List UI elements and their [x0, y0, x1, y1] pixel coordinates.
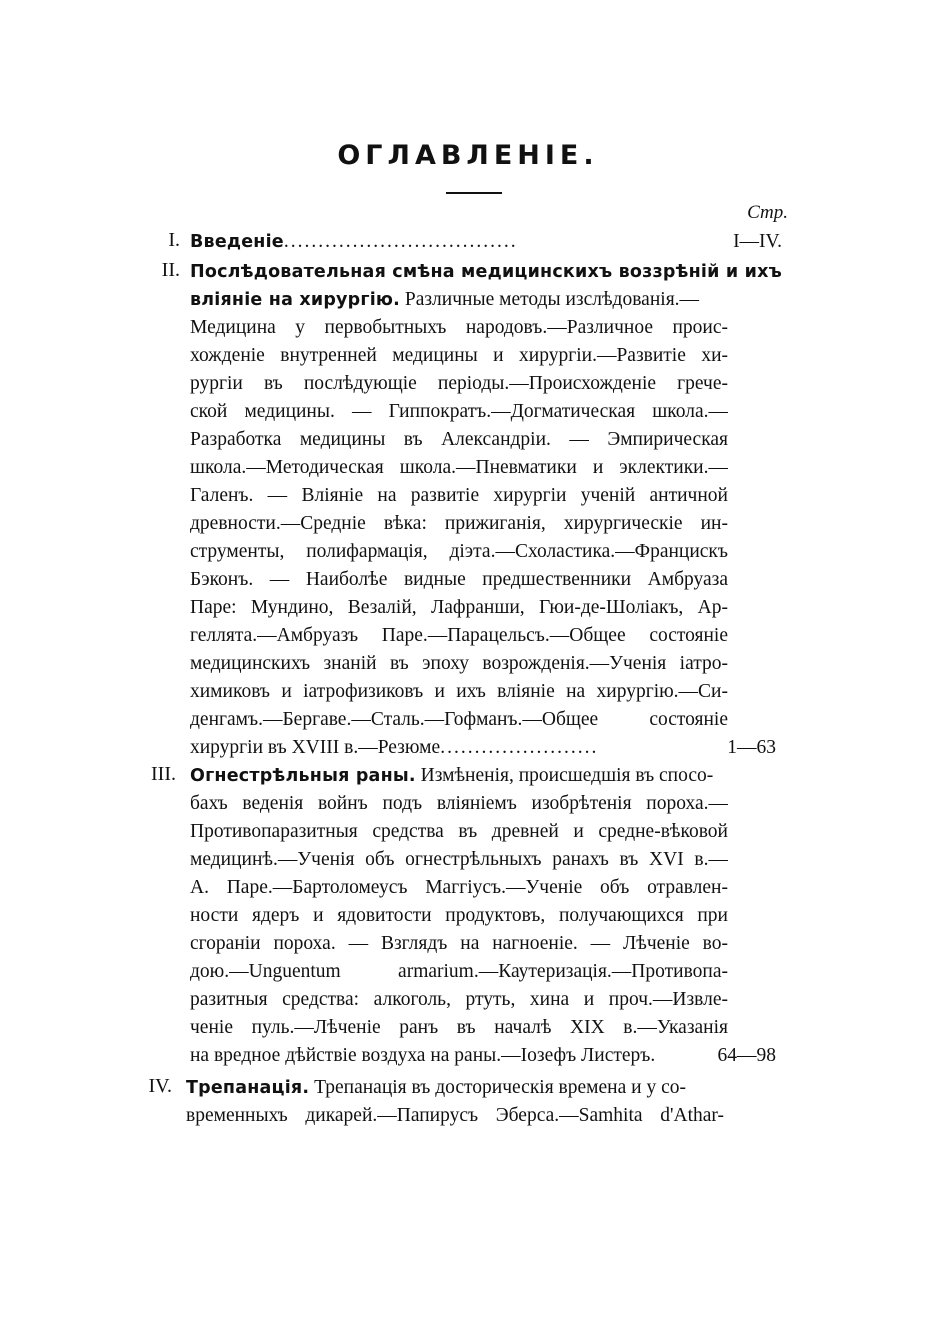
entry-text: Измѣненія, происшедшія въ спосо- [415, 765, 714, 786]
title-rule [446, 192, 502, 194]
entry-line: медицинскихъ знаній въ эпоху возрожденія.—Ученія іатро- [190, 653, 728, 674]
entry-line [190, 228, 790, 255]
entry-line: ности ядеръ и ядовитости продуктовъ, получающихся при [190, 905, 728, 926]
entry-line: хожденіе внутренней медицины и хирургіи.—Развитіе хи- [190, 345, 728, 366]
entry-line: ской медицины. — Гиппократъ.—Догматическая школа.— [190, 401, 728, 422]
entry-line: медицинѣ.—Ученія объ огнестрѣльныхъ ранахъ въ XVI в.— [190, 849, 728, 870]
page-column-label: Стр. [747, 202, 788, 223]
entry-line: струменты, полифармація, діэта.—Схоластика.—Францискъ [190, 541, 728, 562]
entry-numeral: II. [161, 259, 180, 281]
entry-heading: Трепанація. [186, 1078, 310, 1098]
entry-line: Галенъ. — Вліяніе на развитіе хирургіи ученій античной [190, 485, 728, 506]
entry-line [186, 1074, 786, 1101]
entry-line: денгамъ.—Бергаве.—Сталь.—Гофманъ.—Общее состояніе [190, 709, 728, 730]
entry-line: Разработка медицины въ Александріи. — Эмпирическая [190, 429, 728, 450]
entry-line [190, 762, 790, 789]
entry-heading-continued: вліяніе на хирургію. [190, 290, 400, 310]
page-title: ОГЛАВЛЕНІЕ. [337, 140, 599, 171]
entry-line: древности.—Средніе вѣка: прижиганія, хирургическіе ин- [190, 513, 728, 534]
entry-line: рургіи въ послѣдующіе періоды.—Происхожденіе грече- [190, 373, 728, 394]
entry-numeral: III. [151, 763, 176, 785]
entry-line: бахъ веденія войнъ подъ вліяніемъ изобрѣтенія пороха.— [190, 793, 728, 814]
entry-numeral: I. [168, 229, 180, 251]
entry-heading: Введеніе [190, 232, 284, 252]
entry-text: на вредное дѣйствіе воздуха на раны.—Іозефъ Листеръ. [190, 1045, 656, 1066]
entry-line [190, 1042, 790, 1069]
entry-text: хирургіи въ XVIII в.—Резюме [190, 737, 441, 758]
entry-line: геллята.—Амбруазъ Паре.—Парацельсъ.—Общее состояніе [190, 625, 728, 646]
entry-numeral: IV. [148, 1075, 172, 1097]
leader-dots: .................................. [283, 231, 518, 252]
entry-line: А. Паре.—Бартоломеусъ Маггіусъ.—Ученіе объ отравлен- [190, 877, 728, 898]
entry-pages: 1—63 [727, 737, 776, 758]
leader-dots: ....................... [440, 737, 599, 758]
entry-line: Медицина у первобытныхъ народовъ.—Различное проис- [190, 317, 728, 338]
entry-text: Различные методы изслѣдованія.— [399, 289, 700, 310]
entry-line: Противопаразитныя средства въ древней и средне-вѣковой [190, 821, 728, 842]
entry-pages: 64—98 [717, 1045, 776, 1066]
entry-line [190, 734, 790, 761]
entry-heading: Послѣдовательная смѣна медицинскихъ воззрѣній и ихъ [190, 262, 782, 282]
entry-line: дою.—Unguentum armarium.—Каутеризація.—Противопа- [190, 961, 728, 982]
entry-line: Паре: Мундино, Везалій, Лафранши, Гюи-де-Шоліакъ, Ар- [190, 597, 728, 618]
entry-line: ченіе пуль.—Лѣченіе ранъ въ началѣ XIX в.—Указанія [190, 1017, 728, 1038]
entry-line: Бэконъ. — Наиболѣе видные предшественники Амбруаза [190, 569, 728, 590]
entry-text: Трепанація въ досторическія времена и у со- [309, 1077, 686, 1098]
entry-line: сгораніи пороха. — Взглядъ на нагноеніе. — Лѣченіе во- [190, 933, 728, 954]
entry-heading-line [190, 258, 790, 285]
entry-pages: I—IV. [733, 231, 782, 252]
entry-line: школа.—Методическая школа.—Пневматики и эклектики.— [190, 457, 728, 478]
entry-line: разитныя средства: алкоголь, ртуть, хина и проч.—Извле- [190, 989, 728, 1010]
entry-line: химиковъ и іатрофизиковъ и ихъ вліяніе на хирургію.—Си- [190, 681, 728, 702]
entry-line [190, 286, 790, 313]
entry-heading: Огнестрѣльныя раны. [190, 766, 416, 786]
entry-line: временныхъ дикарей.—Папирусъ Эберса.—Samhita d'Athar- [186, 1105, 724, 1126]
